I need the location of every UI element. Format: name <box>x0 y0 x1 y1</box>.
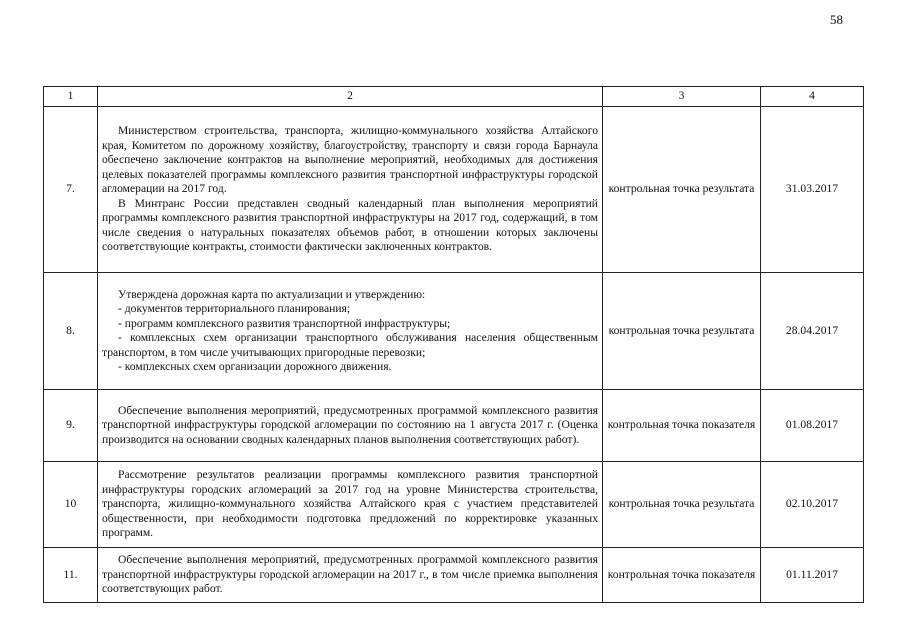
row-number: 11. <box>44 548 98 603</box>
row-checkpoint-type: контрольная точка показателя <box>603 548 761 603</box>
table-row <box>44 462 864 548</box>
description-paragraph: Утверждена дорожная карта по актуализации и утверждению: <box>118 287 426 301</box>
plan-table <box>43 86 864 603</box>
list-item: - комплексных схем организации транспортного обслуживания населения общественным транспортом, в том числе учитывающих пригородные перевозки; <box>102 331 598 359</box>
row-description <box>98 390 603 462</box>
column-header-date: 4 <box>761 87 864 107</box>
row-number: 8. <box>44 273 98 390</box>
row-description <box>98 107 603 273</box>
row-number: 7. <box>44 107 98 273</box>
row-description <box>98 462 603 548</box>
row-date: 01.08.2017 <box>761 390 864 462</box>
row-date: 01.11.2017 <box>761 548 864 603</box>
list-item: - комплексных схем организации дорожного движения. <box>118 360 392 373</box>
column-header-number: 1 <box>44 87 98 107</box>
table-header-row <box>44 87 864 107</box>
table-row <box>44 107 864 273</box>
list-item: - документов территориального планирования; <box>118 302 351 315</box>
row-checkpoint-type: контрольная точка показателя <box>603 390 761 462</box>
row-date: 31.03.2017 <box>761 107 864 273</box>
row-number: 10 <box>44 462 98 548</box>
description-paragraph: Министерством строительства, транспорта, жилищно-коммунального хозяйства Алтайского края, Комитетом по дорожному хозяйству, благоустройству, транспорту и связи города Барнаула обеспечено заключение контрактов на выполнение мероприятий, необходимых для достижения целевых показателей программы комплексного развития транспортной инфраструктуры городской агломерации на 2017 год. <box>102 124 598 196</box>
table-row <box>44 273 864 390</box>
list-item: - программ комплексного развития транспортной инфраструктуры; <box>118 316 451 330</box>
row-date: 28.04.2017 <box>761 273 864 390</box>
description-paragraph: Рассмотрение результатов реализации программы комплексного развития транспортной инфраструктуры городских агломераций за 2017 год на уровне Министерства строительства, транспорта, жилищно-коммунального хозяйства Алтайского края с участием представителей общественности, при необходимости подготовка предложений по корректировке указанных программ. <box>102 468 598 540</box>
row-date: 02.10.2017 <box>761 462 864 548</box>
table-row <box>44 390 864 462</box>
column-header-description: 2 <box>98 87 603 107</box>
row-checkpoint-type: контрольная точка результата <box>603 273 761 390</box>
table-row <box>44 548 864 603</box>
description-paragraph: В Минтранс России представлен сводный календарный план выполнения мероприятий программы комплексного развития транспортной инфраструктуры на 2017 год, содержащий, в том числе сведения о натуральных показателях объемов работ, в отношении которых заключены соответствующие контракты, стоимости фактически заключенных контрактов. <box>102 196 598 254</box>
description-paragraph: Обеспечение выполнения мероприятий, предусмотренных программой комплексного развития транспортной инфраструктуры городской агломерации на 2017 г., в том числе приемка выполнения соответствующих работ. <box>102 553 598 596</box>
page-number: 58 <box>830 12 843 27</box>
row-checkpoint-type: контрольная точка результата <box>603 107 761 273</box>
row-number: 9. <box>44 390 98 462</box>
row-description <box>98 548 603 603</box>
column-header-type: 3 <box>603 87 761 107</box>
row-checkpoint-type: контрольная точка результата <box>603 462 761 548</box>
description-paragraph: Обеспечение выполнения мероприятий, предусмотренных программой комплексного развития транспортной инфраструктуры городской агломерации по состоянию на 1 августа 2017 г. (Оценка производится на основании сводных календарных планов выполнения соответствующих работ). <box>102 403 598 446</box>
row-description <box>98 273 603 390</box>
